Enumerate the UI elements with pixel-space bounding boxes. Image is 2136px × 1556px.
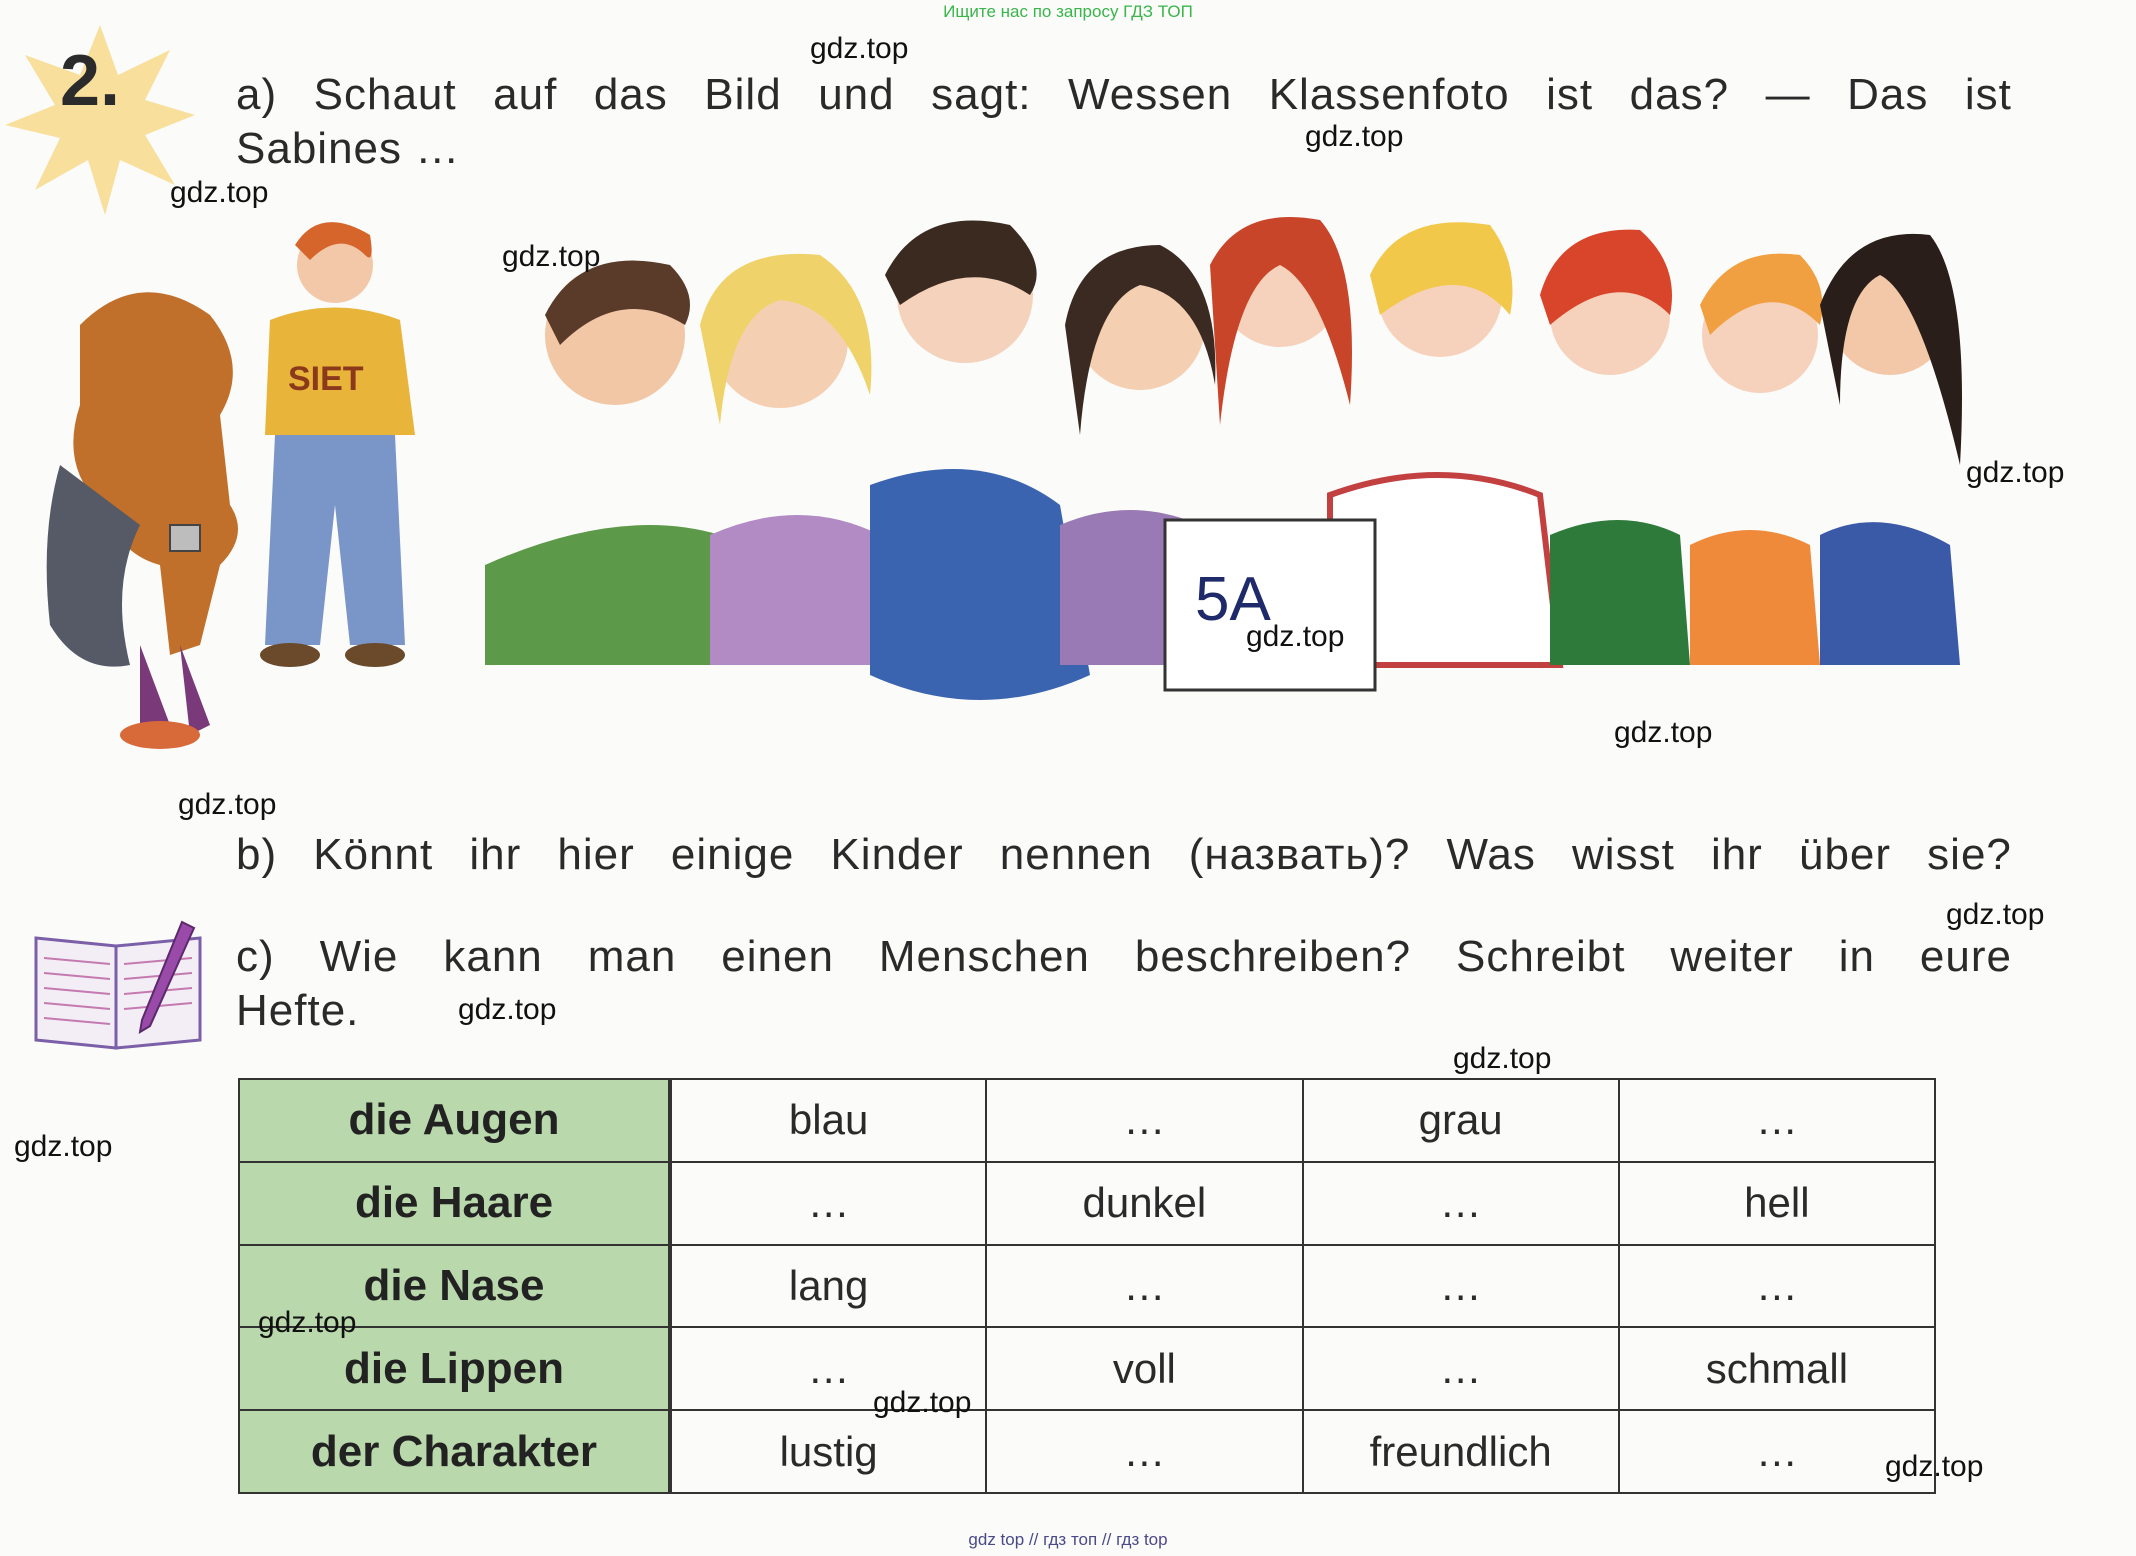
watermark: gdz.top xyxy=(1246,620,1345,653)
description-table xyxy=(238,1078,1936,1494)
table-cell: lustig xyxy=(670,1410,986,1493)
table-cell: … xyxy=(1619,1410,1935,1493)
watermark: gdz.top xyxy=(178,788,277,821)
watermark: gdz.top xyxy=(1453,1042,1552,1075)
watermark: gdz.top xyxy=(258,1306,357,1339)
watermark: gdz.top xyxy=(502,240,601,273)
class-sign xyxy=(1165,520,1375,690)
task-c-line1: c) Wie kann man einen Menschen beschreiben? Schreibt weiter in eure xyxy=(236,932,2012,981)
task-b-line: b) Könnt ihr hier einige Kinder nennen (назвать)? Was wisst ihr über sie? xyxy=(236,830,2012,879)
table-cell: dunkel xyxy=(986,1162,1302,1245)
class-sign-label: 5A xyxy=(1195,565,1271,634)
watermark: gdz.top xyxy=(873,1386,972,1419)
row-header: die Haare xyxy=(239,1162,670,1245)
table-row xyxy=(239,1327,1935,1410)
watermark: gdz.top xyxy=(1966,456,2065,489)
watermark: gdz.top xyxy=(458,993,557,1026)
boy-in-yellow-sweater-figure xyxy=(260,222,415,667)
bottom-banner[interactable]: gdz top // гдз топ // гдз top xyxy=(968,1530,1168,1549)
shirt-label: SIET xyxy=(288,360,364,398)
table-row xyxy=(239,1162,1935,1245)
row-header: die Nase xyxy=(239,1245,670,1328)
table-cell: grau xyxy=(1303,1079,1619,1162)
table-cell: … xyxy=(1303,1245,1619,1328)
watermark: gdz.top xyxy=(1946,898,2045,931)
table-cell: freundlich xyxy=(1303,1410,1619,1493)
top-banner[interactable]: Ищите нас по запросу ГДЗ ТОП xyxy=(943,2,1193,21)
table-cell: … xyxy=(1619,1245,1935,1328)
table-cell: lang xyxy=(670,1245,986,1328)
task-number: 2. xyxy=(60,41,121,121)
table-cell: hell xyxy=(1619,1162,1935,1245)
task-a-line1: a) Schaut auf das Bild und sagt: Wessen Klassenfoto ist das? — Das ist xyxy=(236,70,2012,119)
table-cell: … xyxy=(1303,1162,1619,1245)
table-cell: blau xyxy=(670,1079,986,1162)
table-cell: … xyxy=(986,1245,1302,1328)
girl-with-camera-figure xyxy=(47,292,238,749)
task-a-line2: Sabines … xyxy=(236,124,461,173)
row-header: die Lippen xyxy=(239,1327,670,1410)
watermark: gdz.top xyxy=(810,32,909,65)
table-row xyxy=(239,1410,1935,1493)
table-cell: … xyxy=(1303,1327,1619,1410)
task-c-line2: Hefte. xyxy=(236,986,360,1035)
watermark: gdz.top xyxy=(170,176,269,209)
watermark: gdz.top xyxy=(1885,1450,1984,1483)
class-photo-illustration xyxy=(20,205,2030,765)
watermark: gdz.top xyxy=(1305,120,1404,153)
watermark: gdz.top xyxy=(14,1130,113,1163)
table-cell: schmall xyxy=(1619,1327,1935,1410)
table-cell: … xyxy=(1619,1079,1935,1162)
row-header: die Augen xyxy=(239,1079,670,1162)
table-cell: voll xyxy=(986,1327,1302,1410)
row-header: der Charakter xyxy=(239,1410,670,1493)
table-cell: … xyxy=(986,1410,1302,1493)
table-row xyxy=(239,1245,1935,1328)
watermark: gdz.top xyxy=(1614,716,1713,749)
notebook-pen-icon xyxy=(32,918,208,1058)
table-cell: … xyxy=(670,1327,986,1410)
table-row xyxy=(239,1079,1935,1162)
table-cell: … xyxy=(670,1162,986,1245)
table-cell: … xyxy=(986,1079,1302,1162)
